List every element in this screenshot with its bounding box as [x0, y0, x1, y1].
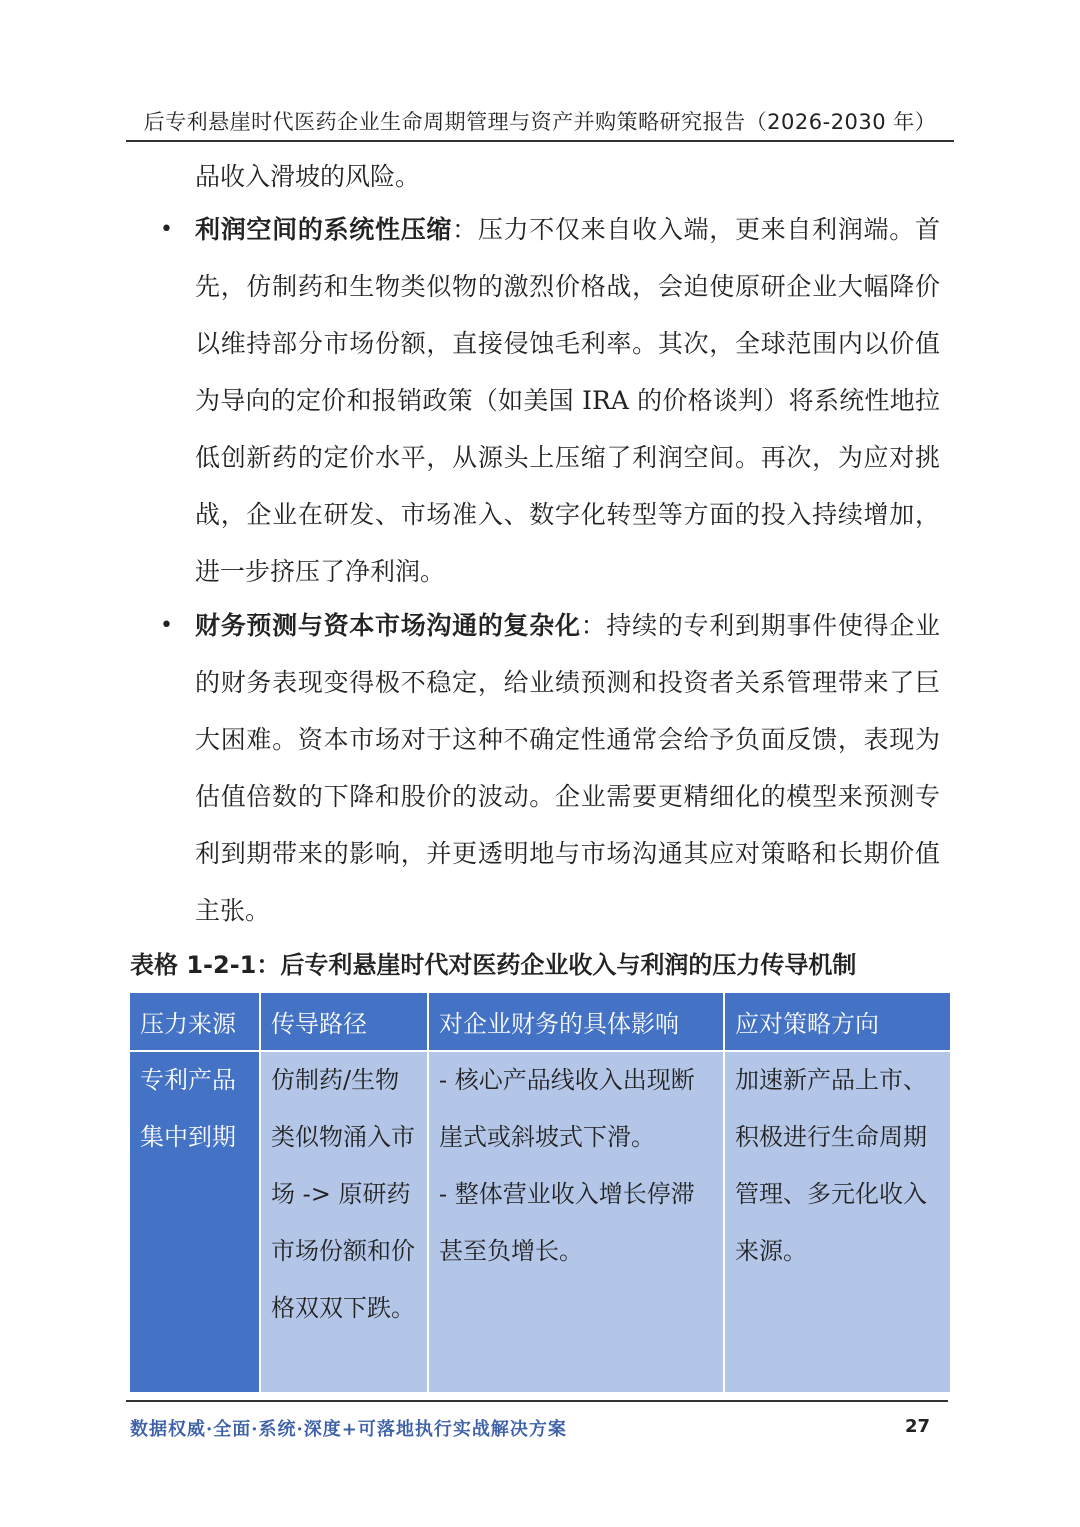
column-header: 对企业财务的具体影响 [428, 993, 724, 1051]
cell-financial-impact [428, 1051, 724, 1392]
bullet-item-financial-forecast [195, 597, 940, 939]
page-number: 27 [904, 1416, 930, 1437]
continuation-paragraph: 品收入滑坡的风险。 [195, 162, 421, 191]
header-divider [126, 140, 954, 142]
pressure-table [130, 993, 950, 1392]
bullet-lead: 利润空间的系统性压缩 [195, 215, 453, 244]
footer-divider [126, 1400, 948, 1402]
column-header: 传导路径 [260, 993, 428, 1051]
bullet-body: ：压力不仅来自收入端，更来自利润端。首先，仿制药和生物类似物的激烈价格战，会迫使原研企业大幅降价以维持部分市场份额，直接侵蚀毛利率。其次，全球范围内以价值为导向的定价和报销政策（如美国 IRA 的价格谈判）将系统性地拉低创新药的定价水平，从源头上压缩了利润空间。再次，为应对挑战，企业在研发、市场准入、数字化转型等方面的投入持续增加，进一步挤压了净利润。 [195, 215, 940, 586]
column-header: 应对策略方向 [724, 993, 950, 1051]
table-row [130, 1051, 950, 1392]
cell-strategy: 加速新产品上市、积极进行生命周期管理、多元化收入来源。 [724, 1051, 950, 1392]
impact-line: - 整体营业收入增长停滞甚至负增长。 [439, 1180, 695, 1265]
bullet-lead: 财务预测与资本市场沟通的复杂化 [195, 611, 581, 640]
cell-transmission-path: 仿制药/生物类似物涌入市场 -> 原研药市场份额和价格双双下跌。 [260, 1051, 428, 1392]
bullet-item-profit-compression [195, 201, 940, 600]
report-title: 后专利悬崖时代医药企业生命周期管理与资产并购策略研究报告（2026-2030 年） [143, 110, 937, 134]
table-header-row [130, 993, 950, 1051]
bullet-body: ：持续的专利到期事件使得企业的财务表现变得极不稳定，给业绩预测和投资者关系管理带来了巨大困难。资本市场对于这种不确定性通常会给予负面反馈，表现为估值倍数的下降和股价的波动。企业需要更精细化的模型来预测专利到期带来的影响，并更透明地与市场沟通其应对策略和长期价值主张。 [195, 611, 940, 925]
cell-pressure-source: 专利产品集中到期 [130, 1051, 260, 1392]
impact-line: - 核心产品线收入出现断崖式或斜坡式下滑。 [439, 1066, 695, 1151]
footer-slogan: 数据权威·全面·系统·深度+可落地执行实战解决方案 [130, 1419, 567, 1440]
column-header: 压力来源 [130, 993, 260, 1051]
table-caption: 表格 1-2-1：后专利悬崖时代对医药企业收入与利润的压力传导机制 [130, 951, 857, 979]
